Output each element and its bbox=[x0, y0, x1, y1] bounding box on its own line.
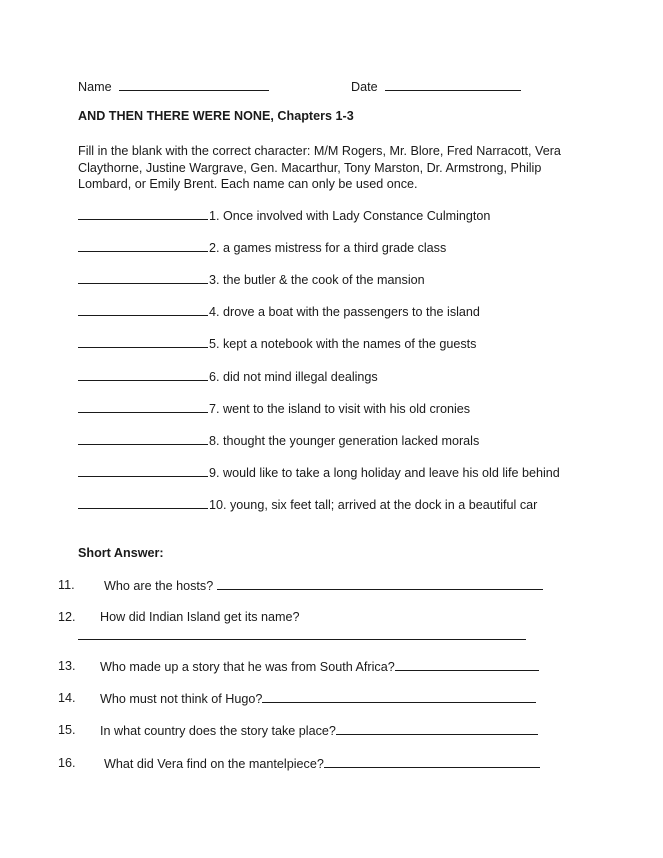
fill-in-item bbox=[78, 304, 480, 320]
answer-blank[interactable] bbox=[262, 691, 536, 703]
answer-blank[interactable] bbox=[78, 336, 208, 348]
question-row bbox=[100, 610, 300, 625]
answer-blank[interactable] bbox=[336, 723, 538, 735]
answer-blank[interactable] bbox=[78, 628, 526, 640]
fill-in-item bbox=[78, 465, 560, 481]
worksheet-title: AND THEN THERE WERE NONE, Chapters 1-3 bbox=[78, 109, 354, 123]
fill-in-prompt: 5. kept a notebook with the names of the guests bbox=[209, 337, 477, 351]
question-text: Who are the hosts? bbox=[104, 579, 214, 593]
question-row bbox=[100, 723, 538, 739]
date-field-row bbox=[351, 79, 521, 95]
date-label: Date bbox=[351, 80, 378, 94]
answer-blank[interactable] bbox=[78, 369, 208, 381]
answer-blank[interactable] bbox=[78, 272, 208, 284]
fill-in-item bbox=[78, 336, 476, 352]
question-text: What did Vera find on the mantelpiece? bbox=[104, 757, 324, 771]
fill-in-item bbox=[78, 208, 490, 224]
question-text: How did Indian Island get its name? bbox=[100, 610, 300, 624]
question-number: 16. bbox=[58, 756, 76, 770]
answer-blank[interactable] bbox=[78, 304, 208, 316]
fill-in-item bbox=[78, 401, 470, 417]
answer-blank[interactable] bbox=[324, 756, 540, 768]
question-number: 12. bbox=[58, 610, 76, 624]
answer-blank[interactable] bbox=[217, 578, 543, 590]
fill-in-prompt: 9. would like to take a long holiday and leave his old life behind bbox=[209, 466, 560, 480]
short-answer-heading: Short Answer: bbox=[78, 546, 164, 560]
answer-blank[interactable] bbox=[78, 208, 208, 220]
fill-in-prompt: 10. young, six feet tall; arrived at the dock in a beautiful car bbox=[209, 498, 538, 512]
question-text: Who made up a story that he was from South Africa? bbox=[100, 660, 395, 674]
answer-blank[interactable] bbox=[78, 497, 208, 509]
question-row bbox=[100, 659, 539, 675]
fill-in-prompt: 2. a games mistress for a third grade class bbox=[209, 241, 447, 255]
question-text: Who must not think of Hugo? bbox=[100, 692, 263, 706]
name-field-row bbox=[78, 79, 269, 95]
question-row bbox=[104, 578, 543, 594]
question-row bbox=[104, 756, 540, 772]
fill-in-item bbox=[78, 272, 425, 288]
question-number: 13. bbox=[58, 659, 76, 673]
fill-in-item bbox=[78, 433, 479, 449]
question-number: 14. bbox=[58, 691, 76, 705]
date-blank[interactable] bbox=[385, 79, 521, 91]
fill-in-prompt: 7. went to the island to visit with his old cronies bbox=[209, 402, 471, 416]
answer-blank[interactable] bbox=[395, 659, 539, 671]
fill-in-prompt: 8. thought the younger generation lacked morals bbox=[209, 434, 480, 448]
question-row bbox=[100, 691, 536, 707]
answer-blank[interactable] bbox=[78, 465, 208, 477]
fill-in-item bbox=[78, 497, 537, 513]
question-number: 11. bbox=[58, 578, 75, 592]
question-text: In what country does the story take place? bbox=[100, 724, 336, 738]
instructions: Fill in the blank with the correct character: M/M Rogers, Mr. Blore, Fred Narracott, Vera Claythorne, Justine Wargrave, Gen. Macarthur, Tony Marston, Dr. Armstrong, Philip Lombard, or Emily Brent. Each name can only be used once. bbox=[78, 144, 561, 191]
fill-in-item bbox=[78, 369, 378, 385]
name-blank[interactable] bbox=[119, 79, 269, 91]
name-label: Name bbox=[78, 80, 112, 94]
answer-blank[interactable] bbox=[78, 401, 208, 413]
answer-blank[interactable] bbox=[78, 240, 208, 252]
fill-in-prompt: 1. Once involved with Lady Constance Culmington bbox=[209, 209, 491, 223]
fill-in-item bbox=[78, 240, 446, 256]
answer-blank[interactable] bbox=[78, 433, 208, 445]
fill-in-prompt: 3. the butler & the cook of the mansion bbox=[209, 273, 425, 287]
fill-in-prompt: 6. did not mind illegal dealings bbox=[209, 370, 378, 384]
fill-in-prompt: 4. drove a boat with the passengers to the island bbox=[209, 305, 480, 319]
question-number: 15. bbox=[58, 723, 76, 737]
